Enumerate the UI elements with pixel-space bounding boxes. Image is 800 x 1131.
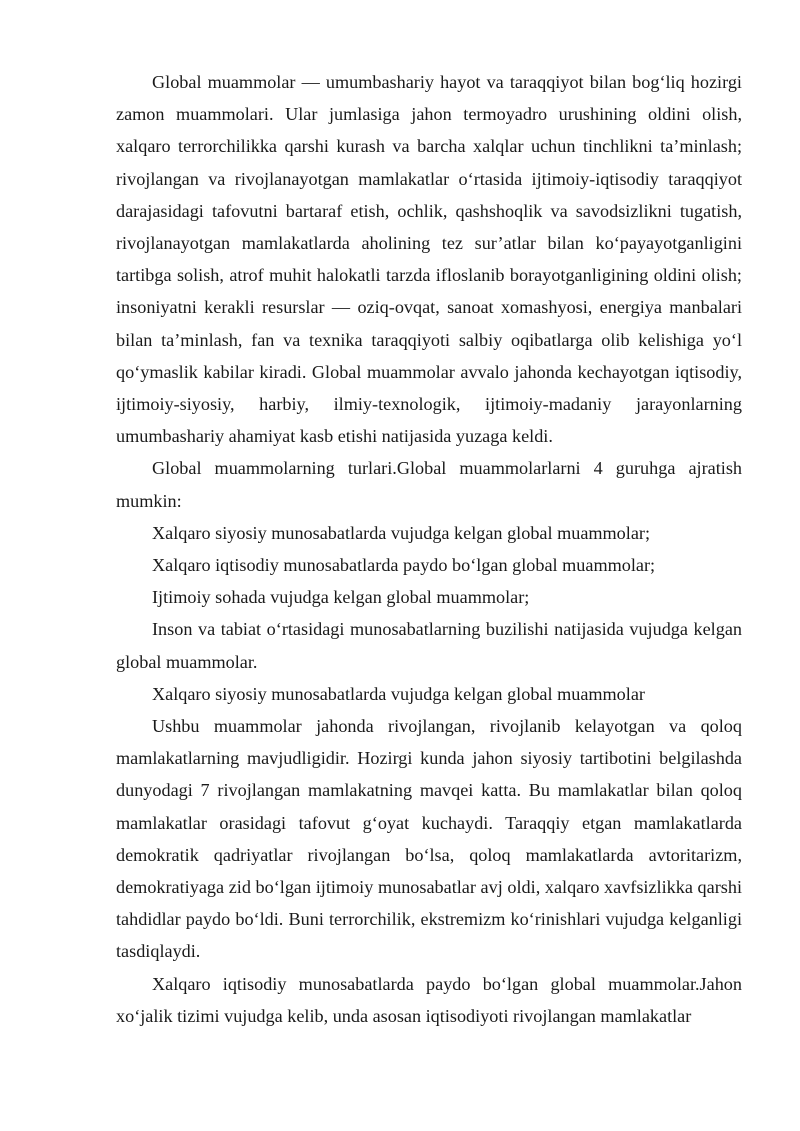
list-item-social: Ijtimoiy sohada vujudga kelgan global muammolar; (152, 587, 530, 608)
list-item-nature: Inson va tabiat o‘rtasidagi munosabatlarning buzilishi natijasida vujudga kelgan global muammolar. (116, 619, 742, 672)
document-page (116, 66, 742, 1032)
paragraph-political: Ushbu muammolar jahonda rivojlangan, rivojlanib kelayotgan va qoloq mamlakatlarning mavjudligidir. Hozirgi kunda jahon siyosiy tartibotini belgilashda dunyodagi 7 rivojlangan mamlakatning mavqei katta. Bu mamlakatlar bilan qoloq mamlakatlar orasidagi tafovut g‘oyat kuchaydi. Taraqqiy etgan mamlakatlarda demokratik qadriyatlar rivojlangan bo‘lsa, qoloq mamlakatlarda avtoritarizm, demokratiyaga zid bo‘lgan ijtimoiy munosabatlar avj oldi, xalqaro xavfsizlikka qarshi tahdidlar paydo bo‘ldi. Buni terrorchilik, ekstremizm ko‘rinishlari vujudga kelganligi tasdiqlaydi. (116, 716, 742, 962)
paragraph-types-intro: Global muammolarning turlari.Global muammolarlarni 4 guruhga ajratish mumkin: (116, 458, 742, 511)
paragraph-economic: Xalqaro iqtisodiy munosabatlarda paydo bo‘lgan global muammolar.Jahon xo‘jalik tizimi vujudga kelib, unda asosan iqtisodiyoti rivojlangan mamlakatlar (116, 973, 742, 1026)
list-item-economic: Xalqaro iqtisodiy munosabatlarda paydo bo‘lgan global muammolar; (152, 555, 656, 576)
list-item-political: Xalqaro siyosiy munosabatlarda vujudga kelgan global muammolar; (152, 522, 651, 543)
paragraph-definition: Global muammolar — umumbashariy hayot va taraqqiyot bilan bog‘liq hozirgi zamon muammolari. Ular jumlasiga jahon termoyadro urushining oldini olish, xalqaro terrorchilikka qarshi kurash va barcha xalqlar uchun tinchlikni ta’minlash; rivojlangan va rivojlanayotgan mamlakatlar o‘rtasida ijtimoiy-iqtisodiy taraqqiyot darajasidagi tafovutni bartaraf etish, ochlik, qashshoqlik va savodsizlikni tugatish, rivojlanayotgan mamlakatlarda aholining tez sur’atlar bilan ko‘payayotganligini tartibga solish, atrof muhit halokatli tarzda ifloslanib borayotganligining oldini olish; insoniyatni kerakli resurslar — oziq-ovqat, sanoat xomashyosi, energiya manbalari bilan ta’minlash, fan va texnika taraqqiyoti salbiy oqibatlarga olib kelishiga yo‘l qo‘ymaslik kabilar kiradi. Global muammolar avvalo jahonda kechayotgan iqtisodiy, ijtimoiy-siyosiy, harbiy, ilmiy-texnologik, ijtimoiy-madaniy jarayonlarning umumbashariy ahamiyat kasb etishi natijasida yuzaga keldi. (116, 72, 742, 447)
section-heading-political: Xalqaro siyosiy munosabatlarda vujudga kelgan global muammolar (152, 683, 645, 704)
